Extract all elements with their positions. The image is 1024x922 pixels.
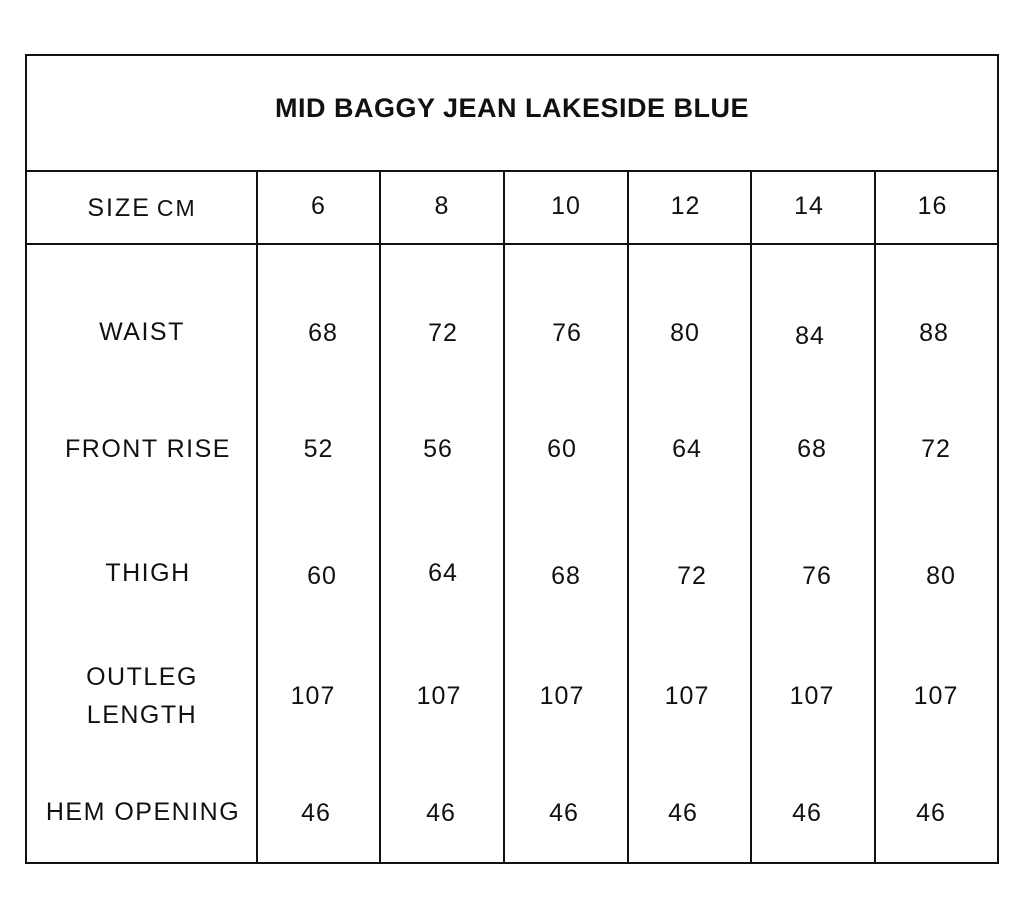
table-cell: 107 — [913, 682, 959, 710]
table-cell: 46 — [549, 799, 579, 827]
column-divider — [627, 172, 629, 862]
table-cell: 107 — [664, 682, 710, 710]
row-label-outleg-line2: LENGTH — [86, 701, 198, 729]
table-cell: 60 — [547, 435, 577, 463]
size-header-cell: 6 — [311, 192, 326, 220]
table-cell: 107 — [290, 682, 336, 710]
title-row — [27, 56, 997, 172]
table-cell: 52 — [303, 435, 334, 463]
table-cell: 107 — [789, 682, 835, 710]
table-cell: 72 — [428, 319, 458, 347]
table-cell: 80 — [926, 562, 956, 590]
table-cell: 46 — [301, 799, 331, 827]
row-label-thigh: THIGH — [105, 559, 191, 587]
table-cell: 80 — [670, 319, 700, 347]
size-chart-table — [25, 54, 999, 864]
size-header-cell: 8 — [434, 192, 450, 220]
size-header-cell: 12 — [670, 192, 701, 220]
table-cell: 72 — [677, 562, 707, 590]
row-label-front-rise: FRONT RISE — [65, 435, 231, 463]
table-cell: 56 — [423, 435, 453, 463]
column-divider — [503, 172, 505, 862]
table-cell: 68 — [797, 435, 827, 463]
table-cell: 46 — [792, 799, 822, 827]
row-label-outleg-line1: OUTLEG — [86, 663, 198, 691]
size-header-cell: 14 — [794, 192, 824, 220]
table-cell: 46 — [916, 799, 946, 827]
table-cell: 68 — [551, 562, 581, 590]
size-unit-text: CM — [156, 195, 197, 221]
column-divider — [750, 172, 752, 862]
column-divider — [874, 172, 876, 862]
size-label-text: SIZE — [87, 194, 151, 222]
table-cell: 84 — [795, 322, 825, 350]
table-cell: 88 — [919, 319, 949, 347]
size-header-cell: 16 — [917, 192, 948, 220]
table-cell: 76 — [802, 562, 832, 590]
table-cell: 68 — [308, 319, 338, 347]
column-divider — [256, 172, 258, 862]
table-cell: 64 — [428, 559, 458, 587]
table-cell: 107 — [539, 682, 585, 710]
table-cell: 107 — [416, 682, 462, 710]
row-label-waist: WAIST — [99, 318, 185, 346]
size-header-cell: 10 — [551, 192, 581, 220]
table-cell: 76 — [552, 319, 582, 347]
column-divider — [379, 172, 381, 862]
table-title: MID BAGGY JEAN LAKESIDE BLUE — [274, 93, 750, 123]
row-label-hem-opening: HEM OPENING — [45, 798, 241, 826]
table-cell: 60 — [307, 562, 337, 590]
row-label-outleg-length — [27, 658, 257, 734]
table-cell: 72 — [921, 435, 951, 463]
table-cell: 46 — [426, 799, 456, 827]
table-cell: 64 — [672, 435, 702, 463]
size-header-label — [27, 189, 257, 227]
table-cell: 46 — [668, 799, 698, 827]
